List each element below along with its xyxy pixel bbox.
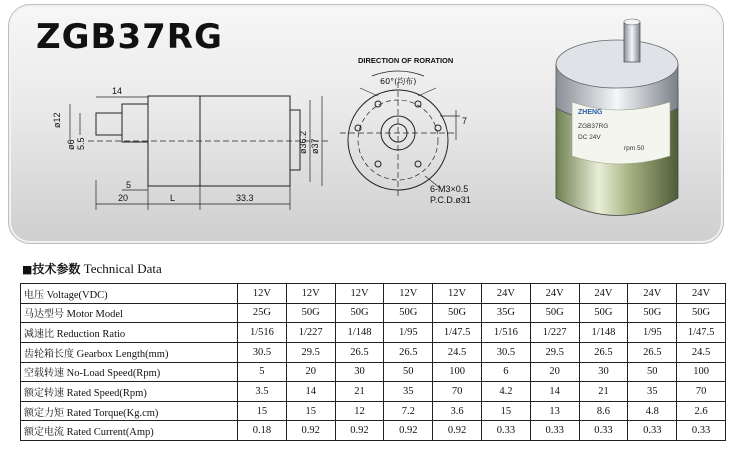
table-cell: 70 — [433, 382, 482, 402]
table-cell: 0.92 — [335, 421, 384, 441]
row-label-en: Rated Speed(Rpm) — [66, 387, 147, 399]
row-label — [21, 421, 238, 441]
row-label-cn: 减速比 — [24, 329, 54, 341]
table-cell: 26.5 — [579, 342, 628, 362]
row-label — [21, 382, 238, 402]
table-cell: 1/95 — [384, 323, 433, 343]
table-row — [21, 342, 726, 362]
table-cell: 25G — [238, 303, 287, 323]
row-label — [21, 284, 238, 304]
dim-end: 7 — [462, 116, 468, 126]
table-cell: 26.5 — [335, 342, 384, 362]
table-cell: 4.8 — [628, 401, 677, 421]
table-cell: 0.33 — [579, 421, 628, 441]
table-cell: 21 — [579, 382, 628, 402]
table-cell: 0.33 — [677, 421, 726, 441]
row-label-cn: 额定力矩 — [24, 407, 64, 419]
table-cell: 3.5 — [238, 382, 287, 402]
table-cell: 1/227 — [286, 323, 335, 343]
row-label-en: No-Load Speed(Rpm) — [66, 368, 161, 380]
table-cell: 12V — [433, 284, 482, 304]
row-label-cn: 齿轮箱长度 — [24, 348, 74, 360]
table-cell: 8.6 — [579, 401, 628, 421]
row-label-en: Motor Model — [66, 309, 123, 321]
table-cell: 1/95 — [628, 323, 677, 343]
table-cell: 12 — [335, 401, 384, 421]
section-title-en: Technical Data — [83, 261, 162, 276]
screw-label: 6-M3×0.5 — [430, 184, 469, 194]
table-cell: 12V — [238, 284, 287, 304]
table-cell: 100 — [677, 362, 726, 382]
row-label-cn: 电压 — [24, 289, 44, 301]
dim-motor-diameter: ø36.2 — [298, 130, 308, 154]
table-cell: 12V — [286, 284, 335, 304]
row-label-en: Gearbox Length(mm) — [76, 348, 169, 360]
table-cell: 1/516 — [238, 323, 287, 343]
table-cell: 29.5 — [286, 342, 335, 362]
table-cell: 50G — [628, 303, 677, 323]
table-cell: 12V — [335, 284, 384, 304]
dim-front-length: 20 — [118, 193, 129, 203]
dim-gearbox-diameter: ø37 — [310, 138, 320, 154]
row-label-cn: 马达型号 — [24, 309, 64, 321]
table-cell: 21 — [335, 382, 384, 402]
table-cell: 70 — [677, 382, 726, 402]
table-cell: 35 — [628, 382, 677, 402]
row-label-en: Reduction Ratio — [56, 329, 126, 341]
row-label-en: Rated Torque(Kg.cm) — [66, 407, 159, 419]
motor-model-text: ZGB37RG — [578, 123, 609, 130]
dim-motor-length: 33.3 — [236, 193, 254, 203]
table-cell: 12V — [384, 284, 433, 304]
direction-label: DIRECTION OF RORATION — [358, 56, 454, 65]
table-row — [21, 362, 726, 382]
table-cell: 50G — [335, 303, 384, 323]
table-cell: 2.6 — [677, 401, 726, 421]
motor-voltage-text: DC 24V — [578, 134, 601, 141]
table-cell: 0.92 — [286, 421, 335, 441]
row-label-en: Voltage(VDC) — [46, 289, 108, 301]
table-cell: 1/47.5 — [433, 323, 482, 343]
table-cell: 0.18 — [238, 421, 287, 441]
dim-shaft-diameter: ø6 — [66, 139, 76, 150]
table-cell: 0.33 — [530, 421, 579, 441]
table-cell: 1/148 — [335, 323, 384, 343]
row-label — [21, 323, 238, 343]
table-cell: 7.2 — [384, 401, 433, 421]
table-cell: 3.6 — [433, 401, 482, 421]
motor-rpm-text: rpm 50 — [624, 145, 645, 152]
row-label-cn: 空载转速 — [24, 368, 64, 380]
table-cell: 4.2 — [481, 382, 530, 402]
row-label-cn: 额定电流 — [24, 427, 64, 439]
table-cell: 35 — [384, 382, 433, 402]
table-cell: 15 — [238, 401, 287, 421]
row-label — [21, 303, 238, 323]
table-cell: 26.5 — [628, 342, 677, 362]
dim-shaft-length: 14 — [112, 86, 123, 96]
section-title-cn: 技术参数 — [32, 262, 81, 276]
spec-table — [20, 283, 726, 441]
table-cell: 29.5 — [530, 342, 579, 362]
table-cell: 50G — [677, 303, 726, 323]
table-cell: 24V — [579, 284, 628, 304]
table-cell: 50G — [579, 303, 628, 323]
table-cell: 0.92 — [433, 421, 482, 441]
table-cell: 30 — [335, 362, 384, 382]
table-cell: 14 — [286, 382, 335, 402]
table-cell: 1/148 — [579, 323, 628, 343]
table-cell: 1/516 — [481, 323, 530, 343]
table-cell: 15 — [286, 401, 335, 421]
row-label-cn: 额定转速 — [24, 387, 64, 399]
table-cell: 24V — [481, 284, 530, 304]
table-cell: 50G — [286, 303, 335, 323]
table-cell: 50 — [628, 362, 677, 382]
motor-brand: ZHENG — [578, 109, 603, 116]
table-row — [21, 382, 726, 402]
table-row — [21, 421, 726, 441]
dim-boss-diameter: ø12 — [52, 112, 62, 128]
table-cell: 6 — [481, 362, 530, 382]
row-label — [21, 362, 238, 382]
motor-photo — [528, 18, 718, 230]
model-title: ZGB37RG — [36, 17, 223, 57]
table-cell: 1/47.5 — [677, 323, 726, 343]
section-marker: ■ — [22, 263, 33, 276]
table-cell: 24.5 — [433, 342, 482, 362]
table-cell: 30.5 — [238, 342, 287, 362]
table-cell: 26.5 — [384, 342, 433, 362]
table-cell: 0.33 — [481, 421, 530, 441]
table-row — [21, 323, 726, 343]
table-cell: 20 — [530, 362, 579, 382]
table-row — [21, 284, 726, 304]
output-shaft — [624, 19, 640, 62]
table-row — [21, 303, 726, 323]
dim-gearbox-length: L — [170, 193, 176, 203]
table-row — [21, 401, 726, 421]
table-cell: 50G — [384, 303, 433, 323]
dim-boss-length: 5 — [126, 180, 132, 190]
table-cell: 14 — [530, 382, 579, 402]
angle-label: 60°(均布) — [380, 77, 417, 86]
section-heading — [22, 260, 162, 277]
table-cell: 30 — [579, 362, 628, 382]
row-label-en: Rated Current(Amp) — [66, 427, 154, 439]
table-cell: 13 — [530, 401, 579, 421]
table-cell: 24V — [677, 284, 726, 304]
dim-shaft-flat: 5.5 — [76, 137, 86, 150]
table-cell: 100 — [433, 362, 482, 382]
table-cell: 50G — [433, 303, 482, 323]
table-cell: 50 — [384, 362, 433, 382]
table-cell: 35G — [481, 303, 530, 323]
table-cell: 15 — [481, 401, 530, 421]
table-cell: 24V — [530, 284, 579, 304]
table-cell: 24V — [628, 284, 677, 304]
table-cell: 24.5 — [677, 342, 726, 362]
table-cell: 0.92 — [384, 421, 433, 441]
table-cell: 1/227 — [530, 323, 579, 343]
table-cell: 0.33 — [628, 421, 677, 441]
table-cell: 50G — [530, 303, 579, 323]
table-cell: 20 — [286, 362, 335, 382]
row-label — [21, 401, 238, 421]
pcd-label: P.C.D.ø31 — [430, 195, 471, 205]
table-cell: 5 — [238, 362, 287, 382]
table-cell: 30.5 — [481, 342, 530, 362]
row-label — [21, 342, 238, 362]
